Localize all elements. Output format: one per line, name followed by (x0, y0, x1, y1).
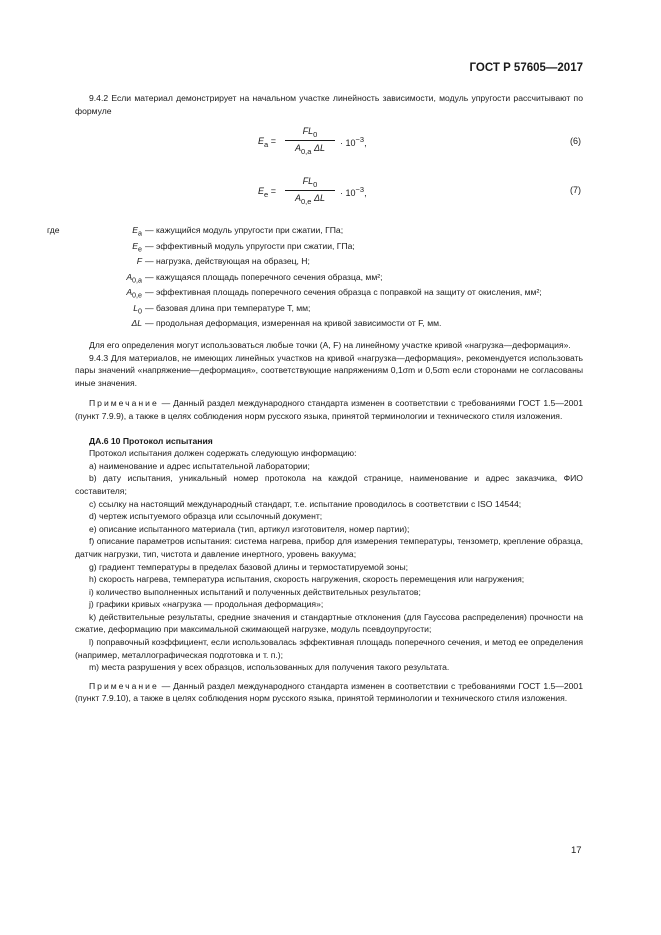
formula-7 (250, 176, 390, 216)
list-item: g) градиент температуры в пределах базовой длины и термостатируемой зоны; (89, 561, 409, 572)
list-item: e) описание испытанного материала (тип, артикул изготовителя, номер партии); (89, 523, 410, 534)
definition-row (47, 241, 587, 257)
definition-text: — базовая длина при температуре T, мм; (145, 302, 311, 313)
section-9-4-3: 9.4.3 Для материалов, не имеющих линейных участков на кривой «нагрузка—деформация», рекомендуется использовать пары значений «напряжение—деформация», соответствующие напряжениям 0,1σm и 0,5σm если сторонами не согласованы иные значения. (75, 352, 583, 388)
list-item: c) ссылку на настоящий международный стандарт, т.е. испытание проводилось в соответствии с ISO 14544; (89, 498, 522, 509)
formula-6-lhs: $E_a$ = (258, 136, 276, 149)
section-9-4-2 (75, 92, 583, 117)
list-item: l) поправочный коэффициент, если использовалась эффективная площадь поперечного сечения, и метод ее определения (например, металлографическая подготовка и т. п.); (75, 637, 583, 660)
definition-text: — нагрузка, действующая на образец, Н; (145, 256, 310, 266)
list-item: k) действительные результаты, средние значения и стандартные отклонения (для Гауссова распределения) прочности на сжатие, деформацию при максимальной сжимающей нагрузке, модуль псевдоупругости; (75, 611, 583, 635)
definition-text: — продольная деформация, измеренная на кривой зависимости от F, мм. (145, 318, 442, 328)
formula-7-number: (7) (570, 185, 581, 195)
definition-row (47, 318, 587, 334)
body-text-block (75, 339, 583, 705)
list-item: i) количество выполненных испытаний и полученных действительных результатов; (89, 586, 421, 597)
definition-row (47, 287, 587, 303)
definition-text: — кажущийся модуль упругости при сжатии, ГПа; (145, 225, 344, 235)
list-item: j) графики кривых «нагрузка — продольная деформация»; (89, 599, 324, 610)
note-1-label: Примечание (89, 398, 159, 409)
note-1-text: — Данный раздел международного стандарта изменен в соответствии с требованиями ГОСТ 1.5—2001 (пункт 7.9.9), а также в целях соблюдения норм русского языка, принятой терминологии и технического стиля изложения. (75, 398, 583, 421)
list-item: b) дату испытания, уникальный номер протокола на каждой странице, наименование и адрес заказчика, ФИО составителя; (75, 473, 583, 496)
definition-symbol: $A_{0,a}$ (126, 271, 142, 285)
list-item: h) скорость нагрева, температура испытания, скорость нагружения, скорость перемещения или нагружения; (89, 574, 525, 585)
note-2-label: Примечание (89, 680, 159, 691)
definition-symbol: ΔL (131, 318, 142, 328)
definition-symbol: $E_a$ (132, 225, 142, 238)
points-paragraph: Для его определения могут использоваться любые точки (A, F) на линейному участке кривой «нагрузка—деформация». (89, 340, 571, 350)
definition-symbol: $L_0$ (133, 302, 142, 316)
note-2 (75, 680, 583, 705)
definition-row (47, 256, 587, 272)
list-item: m) места разрушения у всех образцов, использованных для получения такого результата. (89, 662, 450, 673)
definition-symbol: $A_{0,e}$ (126, 287, 142, 300)
formula-7-tail: · $10^{-3}$, (340, 185, 367, 198)
list-item: d) чертеж испытуемого образца или ссылочный документ; (89, 511, 323, 522)
section-9-4-2-text: 9.4.2 Если материал демонстрирует на начальном участке линейность зависимости, модуль упругости рассчитывают по формуле (75, 93, 583, 116)
formula-6-fraction: $\frac{FL_0}{A_{0,a} \Delta L}$ (285, 126, 335, 156)
definitions-list (47, 225, 587, 334)
definition-text: — эффективный модуль упругости при сжатии, ГПа; (145, 240, 355, 251)
definition-symbol: $E_e$ (132, 240, 142, 254)
definition-row (47, 272, 587, 288)
definition-symbol: F (136, 256, 142, 266)
where-word: где (47, 225, 60, 235)
page-number: 17 (571, 845, 582, 856)
definition-row (47, 303, 587, 319)
definition-text: — кажущаяся площадь поперечного сечения образца, мм²; (145, 271, 383, 282)
definition-text: — эффективная площадь поперечного сечения образца с поправкой на защиту от окисления, мм²; (145, 287, 542, 297)
formula-7-lhs: $E_e$ = (258, 186, 276, 199)
note-2-text: — Данный раздел международного стандарта изменен в соответствии с требованиями ГОСТ 1.5—2001 (пункт 7.9.10), а также в целях соблюдения норм русского языка, принятой терминологии и технического стиля изложения. (75, 680, 583, 704)
protocol-intro: Протокол испытания должен содержать следующую информацию: (89, 448, 357, 459)
definition-row (47, 225, 587, 241)
formula-6 (250, 126, 390, 166)
formula-7-fraction: $\frac{FL_0}{A_{0,e} \Delta L}$ (285, 176, 335, 206)
formula-6-tail: · $10^{-3}$, (340, 135, 367, 148)
formula-6-number: (6) (570, 136, 581, 146)
list-item: f) описание параметров испытания: система нагрева, прибор для измерения температуры, тензометр, крепление образца, датчик нагрузки, тип, чистота и давление инертного, уровень вакуума; (75, 536, 583, 559)
section-title: ДА.6 10 Протокол испытания (89, 435, 213, 446)
note-1 (75, 397, 583, 422)
document-header: ГОСТ Р 57605—2017 (469, 62, 583, 74)
list-item: а) наименование и адрес испытательной лаборатории; (89, 460, 310, 471)
